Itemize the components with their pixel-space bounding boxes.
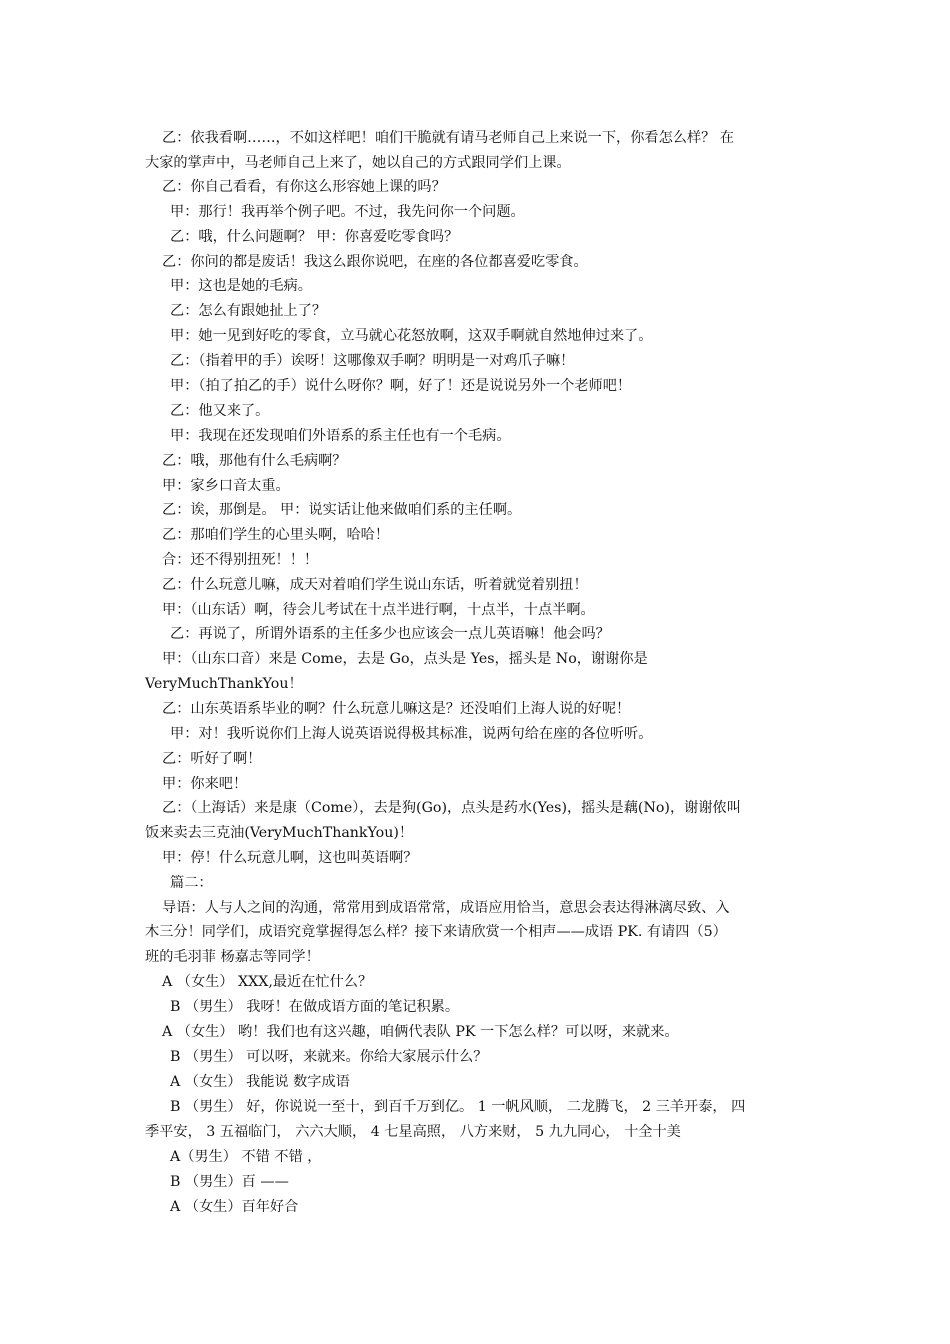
text-line: 导语：人与人之间的沟通，常常用到成语常常，成语应用恰当，意思会表达得淋漓尽致、入 <box>162 900 730 916</box>
text-line: 乙：（指着甲的手）诶呀！这哪像双手啊？明明是一对鸡爪子嘛！ <box>170 353 575 369</box>
text-line: 乙：哦，什么问题啊？ 甲：你喜爱吃零食吗？ <box>170 229 459 245</box>
text-line: 木三分！同学们，成语究竟掌握得怎么样？接下来请欣赏一个相声——成语 PK. 有请四（5） <box>145 924 727 940</box>
text-line: 甲：你来吧！ <box>162 776 248 792</box>
text-line: B （男生） 可以呀，来就来。你给大家展示什么？ <box>170 1049 488 1065</box>
text-line: A （女生） 我能说 数字成语 <box>170 1074 350 1090</box>
text-line: B （男生） 好，你说说一至十，到百千万到亿。 1 一帆风顺， 二龙腾飞， 2 三羊开泰， 四 <box>170 1099 746 1115</box>
text-line: 甲：（山东话）啊，待会儿考试在十点半进行啊，十点半，十点半啊。 <box>162 602 595 618</box>
text-line: A （女生） XXX,最近在忙什么？ <box>162 974 373 990</box>
text-line: B （男生）百 —— <box>170 1174 289 1190</box>
text-line: 季平安， 3 五福临门， 六六大顺， 4 七星高照， 八方来财， 5 九九同心， 十全十美 <box>145 1124 681 1140</box>
text-line: 班的毛羽菲 杨嘉志等同学！ <box>145 949 320 965</box>
text-line: 甲：停！什么玩意儿啊，这也叫英语啊？ <box>162 850 418 866</box>
text-line: 甲：她一见到好吃的零食，立马就心花怒放啊，这双手啊就自然地伸过来了。 <box>170 328 653 344</box>
text-line: 乙：（上海话）来是康（Come），去是狗(Go)，点头是药水(Yes)，摇头是藕(No)，谢谢侬叫 <box>162 800 741 816</box>
text-line: 乙：你自己看看，有你这么形容她上课的吗？ <box>162 179 446 195</box>
text-line: 乙：山东英语系毕业的啊？什么玩意儿嘛这是？还没咱们上海人说的好呢！ <box>162 701 631 717</box>
text-line: 乙：依我看啊……，不如这样吧！咱们干脆就有请马老师自己上来说一下，你看怎么样？ 在 <box>162 130 735 146</box>
text-line: 乙：诶，那倒是。 甲：说实话让他来做咱们系的主任啊。 <box>162 502 522 518</box>
text-line: 甲：对！我听说你们上海人说英语说得极其标准，说两句给在座的各位听听。 <box>170 726 653 742</box>
text-line: 乙：他又来了。 <box>170 403 270 419</box>
text-line: 甲：那行！我再举个例子吧。不过，我先问你一个问题。 <box>170 204 525 220</box>
text-line: A （女生） 哟！我们也有这兴趣，咱俩代表队 PK 一下怎么样？可以呀，来就来。 <box>162 1024 679 1040</box>
text-line: 大家的掌声中，马老师自己上来了，她以自己的方式跟同学们上课。 <box>145 155 571 171</box>
text-line: 甲：我现在还发现咱们外语系的系主任也有一个毛病。 <box>170 428 511 444</box>
text-line: VeryMuchThankYou！ <box>145 676 303 692</box>
text-line: A（男生） 不错 不错 ， <box>170 1149 322 1165</box>
text-line: 乙：怎么有跟她扯上了？ <box>170 303 327 319</box>
text-line: 乙：听好了啊！ <box>162 751 262 767</box>
text-line: B （男生） 我呀！在做成语方面的笔记积累。 <box>170 999 460 1015</box>
text-line: 甲：（拍了拍乙的手）说什么呀你？啊，好了！还是说说另外一个老师吧！ <box>170 378 632 394</box>
text-line: 乙：那咱们学生的心里头啊，哈哈！ <box>162 527 390 543</box>
text-line: 乙：哦，那他有什么毛病啊？ <box>162 453 347 469</box>
text-line: 甲：家乡口音太重。 <box>162 478 290 494</box>
text-line: 甲：这也是她的毛病。 <box>170 278 312 294</box>
text-line: 甲：（山东口音）来是 Come，去是 Go，点头是 Yes，摇头是 No，谢谢你是 <box>162 651 648 667</box>
text-line: A （女生）百年好合 <box>170 1199 299 1215</box>
text-line: 饭来卖去三克油(VeryMuchThankYou)！ <box>145 825 414 841</box>
text-line: 乙：再说了，所谓外语系的主任多少也应该会一点儿英语嘛！他会吗？ <box>170 626 610 642</box>
text-line: 乙：什么玩意儿嘛，成天对着咱们学生说山东话，听着就觉着别扭！ <box>162 577 588 593</box>
text-line: 乙：你问的都是废话！我这么跟你说吧，在座的各位都喜爱吃零食。 <box>162 254 588 270</box>
section-heading: 篇二： <box>170 875 213 891</box>
text-line: 合：还不得别扭死！！！ <box>162 552 319 568</box>
